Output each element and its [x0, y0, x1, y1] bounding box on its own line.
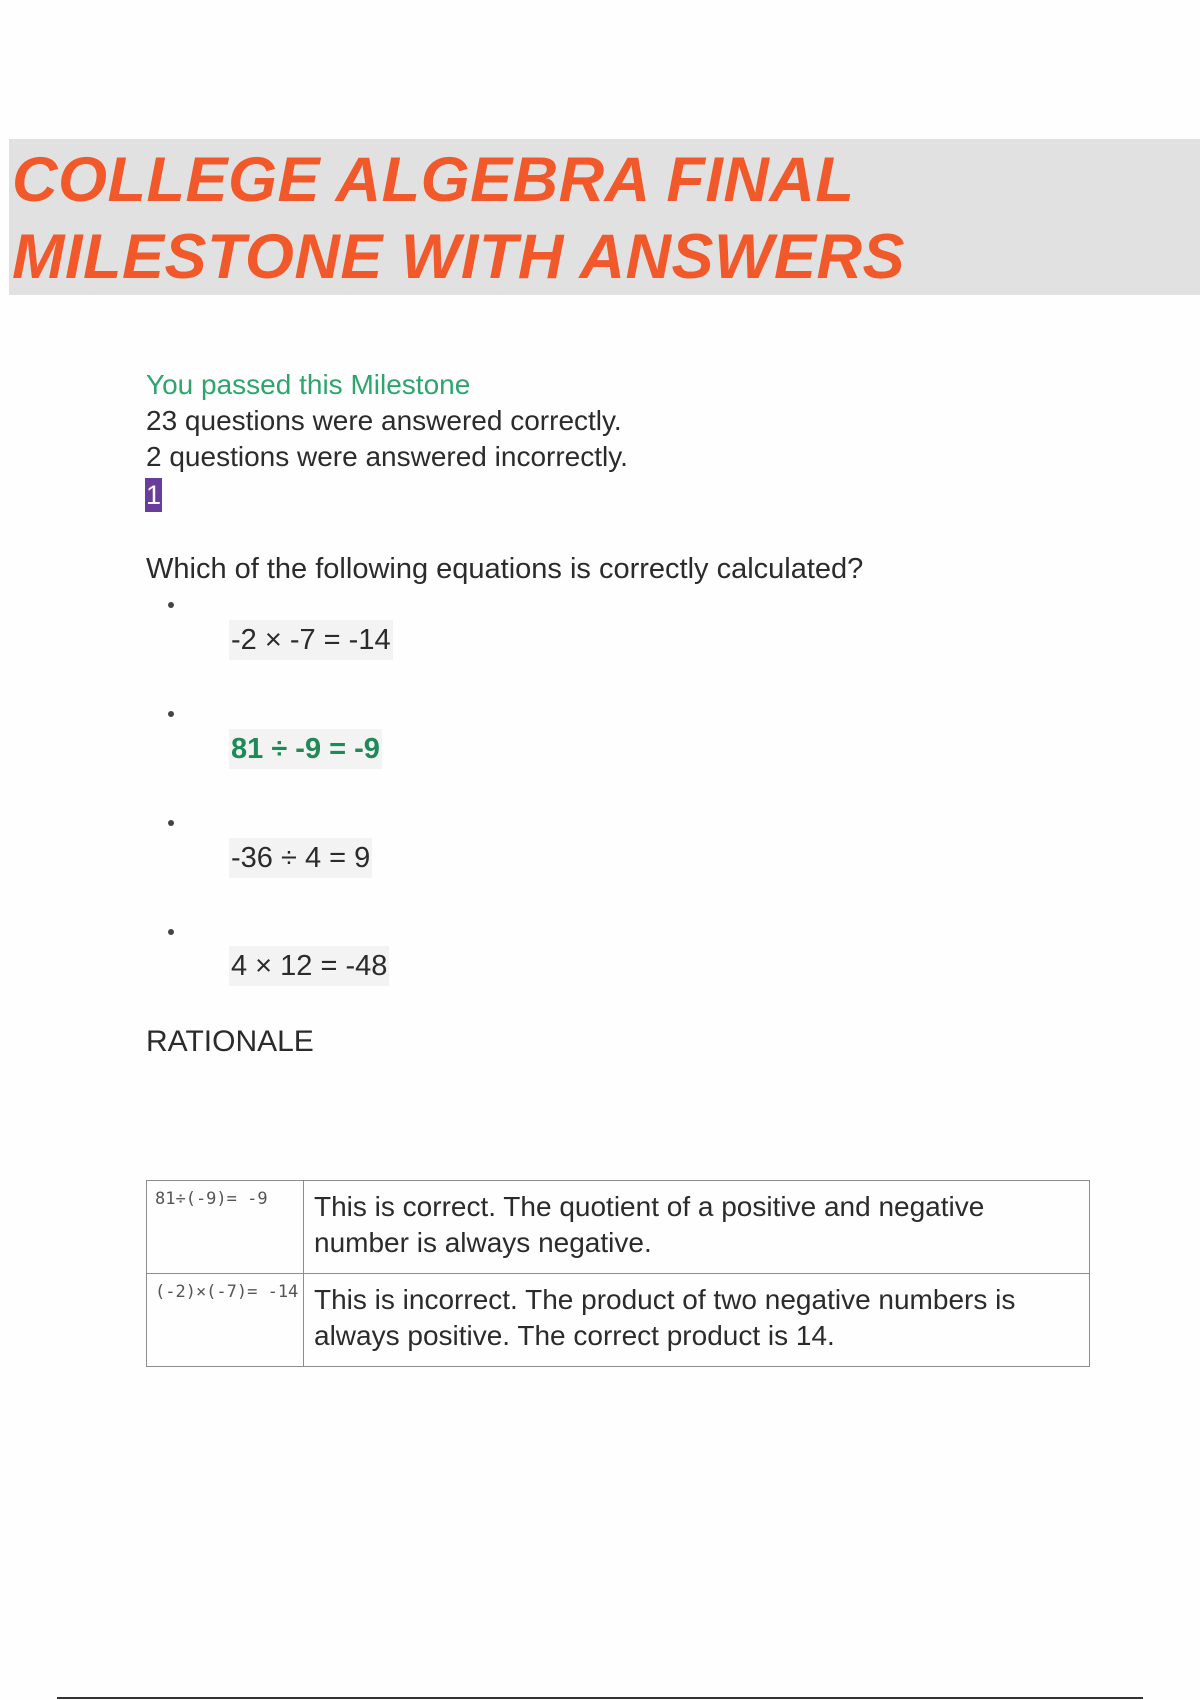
answer-option-3: -36 ÷ 4 = 9 — [229, 838, 372, 878]
correct-count: 23 questions were answered correctly. — [146, 405, 622, 436]
rationale-explanation: This is correct. The quotient of a positive and negative number is always negative. — [304, 1181, 1090, 1274]
table-row — [147, 1181, 1090, 1274]
rationale-expression: 81÷(-9)= -9 — [147, 1181, 304, 1274]
option-bullet — [168, 711, 174, 717]
question-number-badge: 1 — [145, 480, 162, 510]
document-title — [12, 142, 1192, 296]
option-bullet — [168, 820, 174, 826]
question-prompt: Which of the following equations is correctly calculated? — [146, 553, 864, 585]
rationale-expression: (-2)×(-7)= -14 — [147, 1274, 304, 1367]
title-line-1: COLLEGE ALGEBRA FINAL — [12, 145, 855, 215]
option-bullet — [168, 602, 174, 608]
answer-option-2-correct: 81 ÷ -9 = -9 — [229, 729, 382, 769]
rationale-explanation: This is incorrect. The product of two negative numbers is always positive. The correct product is 14. — [304, 1274, 1090, 1367]
answer-option-1: -2 × -7 = -14 — [229, 620, 393, 660]
incorrect-count: 2 questions were answered incorrectly. — [146, 441, 628, 472]
milestone-result — [146, 367, 628, 475]
rationale-table — [146, 1180, 1090, 1367]
table-row — [147, 1274, 1090, 1367]
footer-divider — [57, 1697, 1143, 1699]
answer-option-4: 4 × 12 = -48 — [229, 946, 389, 986]
passed-status: You passed this Milestone — [146, 369, 471, 400]
title-line-2: MILESTONE WITH ANSWERS — [12, 222, 905, 292]
option-bullet — [168, 929, 174, 935]
rationale-heading: RATIONALE — [146, 1025, 314, 1058]
